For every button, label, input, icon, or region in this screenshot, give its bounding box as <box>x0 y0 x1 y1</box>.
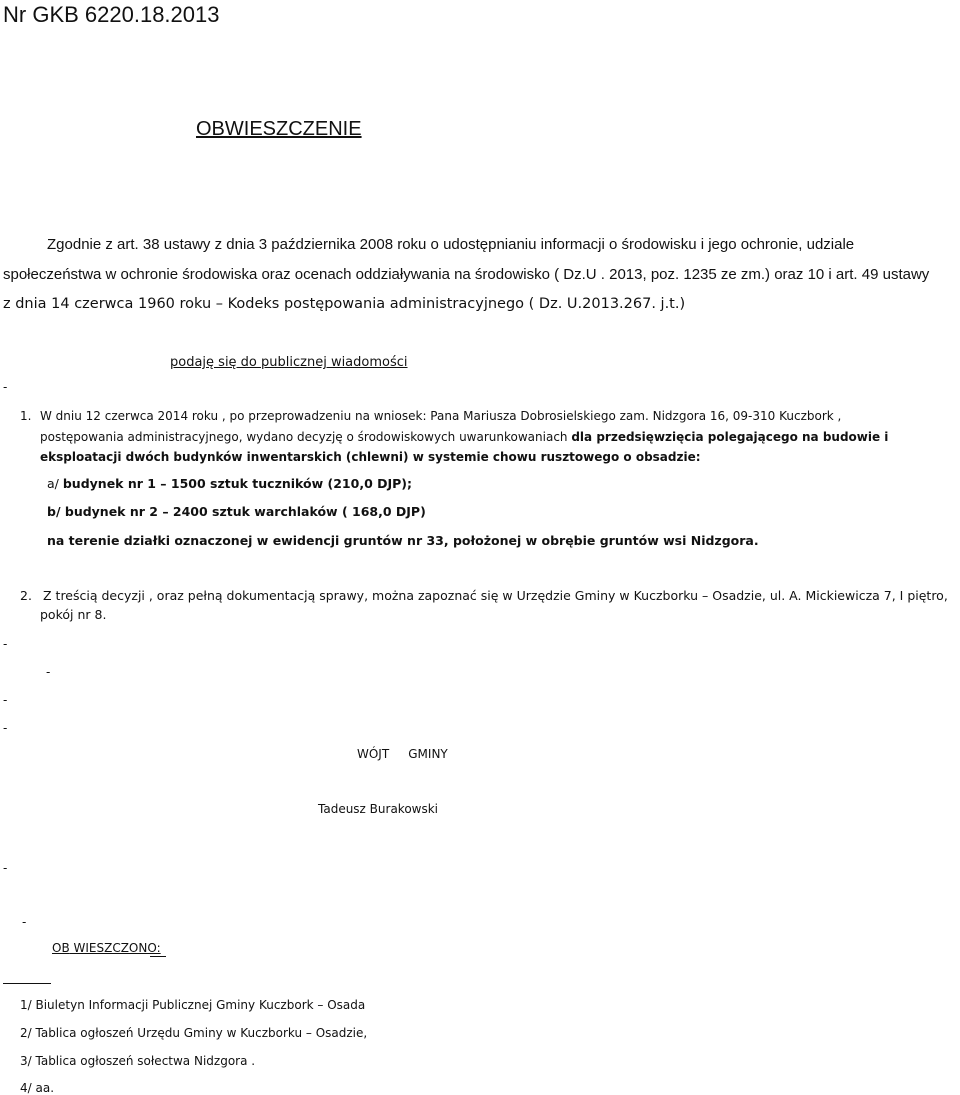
dash-marker: - <box>3 380 8 394</box>
dash-marker: - <box>46 665 51 679</box>
item-1-line-3: eksploatacji dwóch budynków inwentarskich (chlewni) w systemie chowu rusztowego o obsadzie: <box>40 450 701 464</box>
posted-item: 4/ aa. <box>20 1081 55 1095</box>
posted-item: 1/ Biuletyn Informacji Publicznej Gminy Kuczbork – Osada <box>20 998 366 1012</box>
case-number: Nr GKB 6220.18.2013 <box>3 2 220 27</box>
announcement: podaję się do publicznej wiadomości <box>170 355 408 370</box>
posted-item: 3/ Tablica ogłoszeń sołectwa Nidzgora . <box>20 1054 256 1068</box>
item-1-location: na terenie działki oznaczonej w ewidencji gruntów nr 33, położonej w obrębie gruntów wsi Nidzgora. <box>47 533 759 548</box>
item-1-number: 1. <box>20 409 32 423</box>
item-1-a-prefix: a/ <box>47 476 63 491</box>
signature-name: Tadeusz Burakowski <box>318 802 439 816</box>
item-1-a-text: budynek nr 1 – 1500 sztuk tuczników (210,0 DJP); <box>62 476 413 491</box>
item-1-line-2 <box>40 430 888 444</box>
intro-line-1: Zgodnie z art. 38 ustawy z dnia 3 października 2008 roku o udostępnianiu informacji o środowisku i jego ochronie, udziale <box>47 236 855 253</box>
dash-marker: - <box>3 637 8 651</box>
dash-marker: - <box>22 915 27 929</box>
item-2-line-1: Z treścią decyzji , oraz pełną dokumentacją sprawy, można zapoznać się w Urzędzie Gminy w Kuczborku – Osadzie, ul. A. Mickiewicza 7, I piętro, <box>43 588 948 603</box>
intro-line-3: z dnia 14 czerwca 1960 roku – Kodeks postępowania administracyjnego ( Dz. U.2013.267. j.t.) <box>3 296 686 312</box>
item-1-b: b/ budynek nr 2 – 2400 sztuk warchlaków ( 168,0 DJP) <box>47 504 426 519</box>
dash-marker: - <box>3 693 8 707</box>
item-2-line-2: pokój nr 8. <box>40 607 107 622</box>
dash-marker: - <box>3 721 8 735</box>
document-title: OBWIESZCZENIE <box>196 118 362 140</box>
heading-underline-tail <box>150 956 166 957</box>
signature-role: WÓJT GMINY <box>357 747 448 761</box>
posted-heading <box>52 941 161 955</box>
posted-item: 2/ Tablica ogłoszeń Urzędu Gminy w Kuczborku – Osadzie, <box>20 1026 368 1040</box>
item-1-line-2-plain: postępowania administracyjnego, wydano decyzję o środowiskowych uwarunkowaniach <box>40 430 572 444</box>
posted-heading-part-a: OB <box>52 941 70 955</box>
item-1-a <box>47 476 412 491</box>
item-2-number: 2. <box>20 588 32 603</box>
item-1-line-2-bold: dla przedsięwzięcia polegającego na budowie i <box>571 430 889 444</box>
dash-marker: - <box>3 861 8 875</box>
footnote-separator <box>3 983 51 984</box>
posted-heading-part-b: WIESZCZONO: <box>69 941 161 955</box>
intro-line-2: społeczeństwa w ochronie środowiska oraz ocenach oddziaływania na środowisko ( Dz.U . 2013, poz. 1235 ze zm.) oraz 10 i art. 49 ustawy <box>3 266 930 283</box>
item-1-line-1: W dniu 12 czerwca 2014 roku , po przeprowadzeniu na wniosek: Pana Mariusza Dobrosielskiego zam. Nidzgora 16, 09-310 Kuczbork , <box>40 409 842 423</box>
